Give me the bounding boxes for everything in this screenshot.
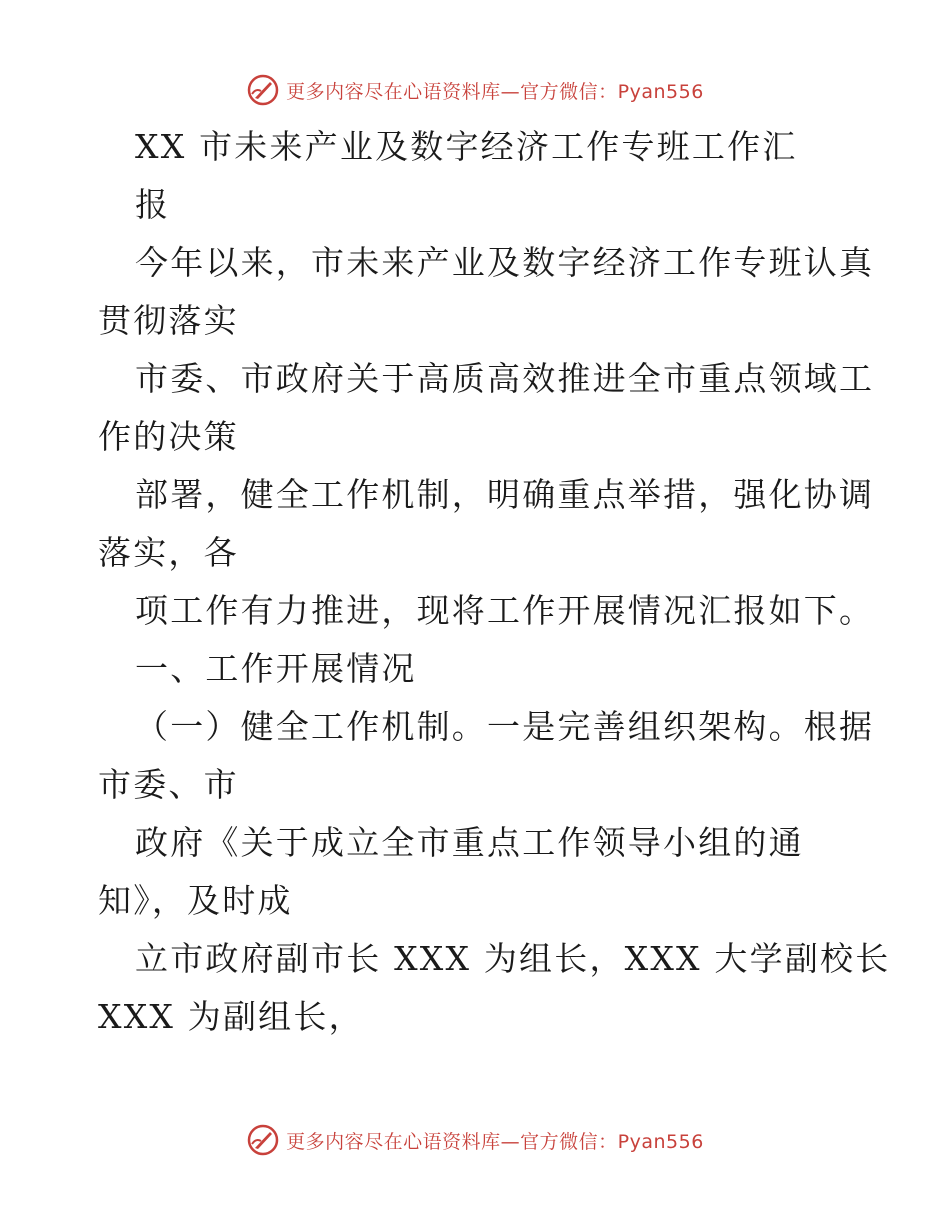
watermark-banner-bottom <box>0 1120 950 1160</box>
document-body <box>98 118 891 1046</box>
paragraph-line: 知》，及时成 <box>98 881 293 920</box>
paragraph-line: 项工作有力推进，现将工作开展情况汇报如下。 <box>135 591 875 630</box>
quill-pen-logo-icon <box>246 1123 280 1157</box>
paragraph-line: 落实，各 <box>98 533 239 572</box>
watermark-text: 更多内容尽在心语资料库—官方微信：Pyan556 <box>286 1130 704 1153</box>
paragraph-line: XXX 为副组长， <box>98 997 364 1036</box>
paragraph-line: 贯彻落实 <box>98 301 239 340</box>
watermark-banner-top <box>0 70 950 110</box>
paragraph-line: 今年以来，市未来产业及数字经济工作专班认真 <box>135 243 875 282</box>
watermark-text: 更多内容尽在心语资料库—官方微信：Pyan556 <box>286 80 704 103</box>
document-title-line: XX 市未来产业及数字经济工作专班工作汇 <box>135 127 798 166</box>
section-heading: 一、工作开展情况 <box>135 649 417 688</box>
quill-pen-logo-icon <box>246 73 280 107</box>
paragraph-line: 政府《关于成立全市重点工作领导小组的通 <box>135 823 804 862</box>
paragraph-line: （一）健全工作机制。一是完善组织架构。根据 <box>135 707 875 746</box>
paragraph-line: 立市政府副市长 XXX 为组长，XXX 大学副校长 <box>135 939 891 978</box>
paragraph-line: 部署，健全工作机制，明确重点举措，强化协调 <box>135 475 875 514</box>
paragraph-line: 市委、市 <box>98 765 239 804</box>
document-title-line: 报 <box>135 185 171 224</box>
paragraph-line: 作的决策 <box>98 417 239 456</box>
paragraph-line: 市委、市政府关于高质高效推进全市重点领域工 <box>135 359 875 398</box>
